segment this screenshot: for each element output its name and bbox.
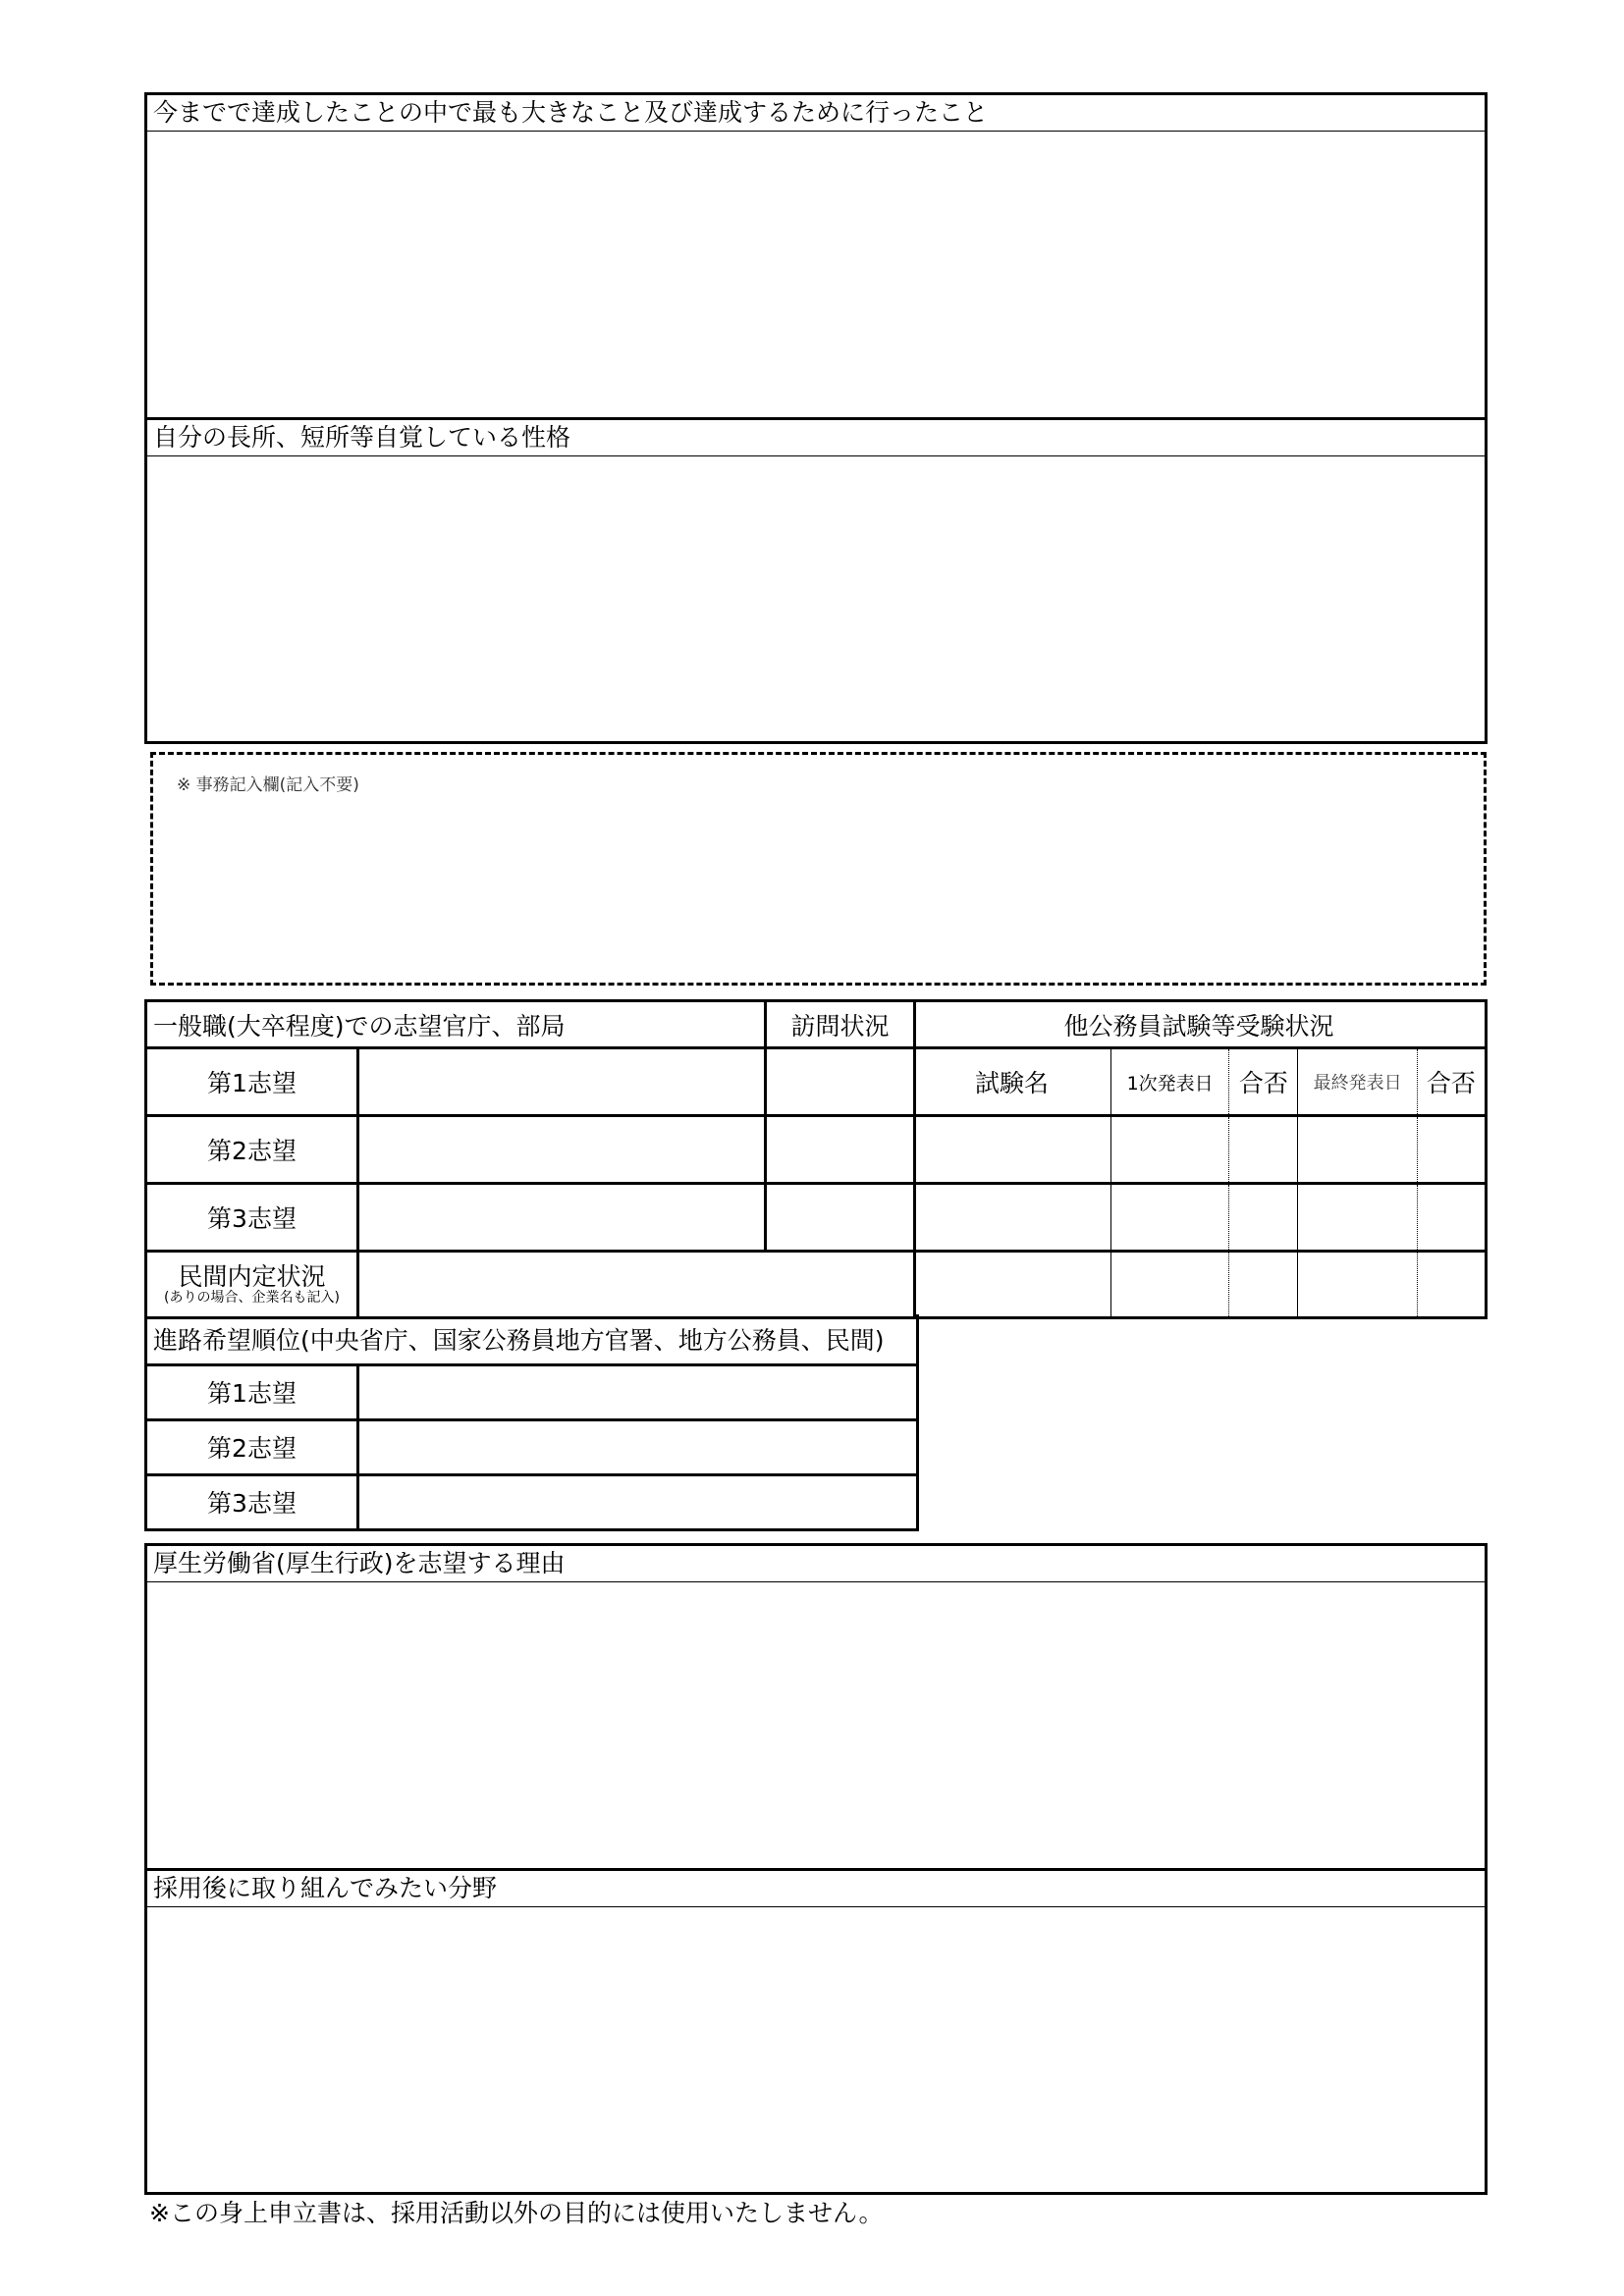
future-field-title: 採用後に取り組んでみたい分野 bbox=[147, 1871, 1485, 1907]
character-title: 自分の長所、短所等自覚している性格 bbox=[147, 420, 1485, 456]
exam-3-pass2-input[interactable] bbox=[1418, 1274, 1485, 1299]
exam-2-pass2-input[interactable] bbox=[1418, 1207, 1485, 1232]
career-header: 進路希望順位(中央省庁、国家公務員地方官署、地方公務員、民間) bbox=[146, 1314, 918, 1364]
private-offer-label-cell bbox=[146, 1252, 358, 1318]
choice-row-label: 第2志望 bbox=[146, 1116, 358, 1184]
exam-3-pass1-input[interactable] bbox=[1229, 1274, 1297, 1299]
choice-3-ministry-cell[interactable] bbox=[358, 1184, 766, 1252]
career-row-label: 第2志望 bbox=[146, 1419, 358, 1474]
exam-3-final-date-input[interactable] bbox=[1298, 1274, 1416, 1299]
character-section bbox=[144, 417, 1488, 744]
exam-3-final-date-cell[interactable] bbox=[1298, 1252, 1417, 1318]
choice-row-label: 第3志望 bbox=[146, 1184, 358, 1252]
character-input[interactable] bbox=[147, 456, 1485, 741]
career-3-cell[interactable] bbox=[358, 1474, 918, 1529]
motivation-title: 厚生労働省(厚生行政)を志望する理由 bbox=[147, 1546, 1485, 1582]
career-row-label: 第1志望 bbox=[146, 1364, 358, 1419]
achievement-title: 今までで達成したことの中で最も大きなこと及び達成するために行ったこと bbox=[147, 95, 1485, 132]
choice-3-visit-cell[interactable] bbox=[766, 1184, 915, 1252]
career-row-label: 第3志望 bbox=[146, 1474, 358, 1529]
exam-3-pass1-cell[interactable] bbox=[1229, 1252, 1298, 1318]
achievement-section bbox=[144, 92, 1488, 420]
exam-2-name-input[interactable] bbox=[913, 1207, 1110, 1232]
exam-2-first-date-cell[interactable] bbox=[1111, 1184, 1229, 1252]
choice-3-visit-input[interactable] bbox=[767, 1207, 913, 1232]
choice-row-label: 第1志望 bbox=[146, 1048, 358, 1116]
exam-3-name-cell[interactable] bbox=[913, 1252, 1111, 1318]
private-offer-cell[interactable] bbox=[358, 1252, 915, 1318]
choice-2-visit-cell[interactable] bbox=[766, 1116, 915, 1184]
choice-1-visit-cell[interactable] bbox=[766, 1048, 915, 1116]
exam-2-pass2-cell[interactable] bbox=[1417, 1184, 1486, 1252]
exam-1-pass2-input[interactable] bbox=[1418, 1140, 1485, 1164]
private-offer-label: 民間内定状況 bbox=[178, 1261, 326, 1291]
exam-name-header: 試験名 bbox=[913, 1048, 1111, 1116]
choice-1-ministry-input[interactable] bbox=[359, 1072, 764, 1096]
exam-pass1-header: 合否 bbox=[1229, 1048, 1298, 1116]
motivation-input[interactable] bbox=[147, 1582, 1485, 1867]
choice-1-visit-input[interactable] bbox=[767, 1072, 913, 1096]
career-2-cell[interactable] bbox=[358, 1419, 918, 1474]
exam-1-final-date-cell[interactable] bbox=[1298, 1116, 1417, 1184]
exam-first-date-header: 1次発表日 bbox=[1111, 1048, 1229, 1116]
exam-pass2-header: 合否 bbox=[1417, 1048, 1486, 1116]
career-table bbox=[144, 1314, 919, 1531]
exam-1-name-input[interactable] bbox=[913, 1140, 1110, 1164]
exam-1-final-date-input[interactable] bbox=[1298, 1140, 1416, 1164]
exam-1-first-date-input[interactable] bbox=[1111, 1140, 1228, 1164]
private-offer-note: (ありの場合、企業名も記入) bbox=[164, 1289, 340, 1306]
choice-2-visit-input[interactable] bbox=[767, 1140, 913, 1164]
exam-1-pass1-cell[interactable] bbox=[1229, 1116, 1298, 1184]
exam-2-first-date-input[interactable] bbox=[1111, 1207, 1228, 1232]
choice-table bbox=[144, 999, 916, 1319]
ministry-header: 一般職(大卒程度)での志望官庁、部局 bbox=[146, 1001, 766, 1048]
choice-2-ministry-input[interactable] bbox=[359, 1140, 764, 1164]
exam-3-pass2-cell[interactable] bbox=[1417, 1252, 1486, 1318]
exam-1-pass2-cell[interactable] bbox=[1417, 1116, 1486, 1184]
exam-1-pass1-input[interactable] bbox=[1229, 1140, 1297, 1164]
exam-1-first-date-cell[interactable] bbox=[1111, 1116, 1229, 1184]
motivation-section bbox=[144, 1543, 1488, 1871]
achievement-input[interactable] bbox=[147, 132, 1485, 416]
exam-3-first-date-cell[interactable] bbox=[1111, 1252, 1229, 1318]
career-1-input[interactable] bbox=[359, 1382, 916, 1407]
future-field-input[interactable] bbox=[147, 1907, 1485, 2192]
choice-3-ministry-input[interactable] bbox=[359, 1207, 764, 1232]
exam-table bbox=[913, 999, 1488, 1319]
exam-2-pass1-input[interactable] bbox=[1229, 1207, 1297, 1232]
career-1-cell[interactable] bbox=[358, 1364, 918, 1419]
choice-1-ministry-cell[interactable] bbox=[358, 1048, 766, 1116]
exam-1-name-cell[interactable] bbox=[913, 1116, 1111, 1184]
career-2-input[interactable] bbox=[359, 1437, 916, 1462]
private-offer-input[interactable] bbox=[359, 1274, 913, 1299]
footer-note: ※この身上申立書は、採用活動以外の目的には使用いたしません。 bbox=[149, 2199, 884, 2227]
exam-2-final-date-input[interactable] bbox=[1298, 1207, 1416, 1232]
choice-2-ministry-cell[interactable] bbox=[358, 1116, 766, 1184]
exam-3-first-date-input[interactable] bbox=[1111, 1274, 1228, 1299]
exam-2-name-cell[interactable] bbox=[913, 1184, 1111, 1252]
exam-header: 他公務員試験等受験状況 bbox=[913, 1001, 1487, 1048]
office-use-label: ※ 事務記入欄(記入不要) bbox=[177, 775, 359, 795]
exam-2-pass1-cell[interactable] bbox=[1229, 1184, 1298, 1252]
visit-header: 訪問状況 bbox=[766, 1001, 915, 1048]
office-use-box bbox=[150, 752, 1487, 986]
career-3-input[interactable] bbox=[359, 1492, 916, 1517]
exam-3-name-input[interactable] bbox=[913, 1274, 1110, 1299]
future-field-section bbox=[144, 1868, 1488, 2195]
exam-final-date-header: 最終発表日 bbox=[1298, 1048, 1417, 1116]
exam-2-final-date-cell[interactable] bbox=[1298, 1184, 1417, 1252]
